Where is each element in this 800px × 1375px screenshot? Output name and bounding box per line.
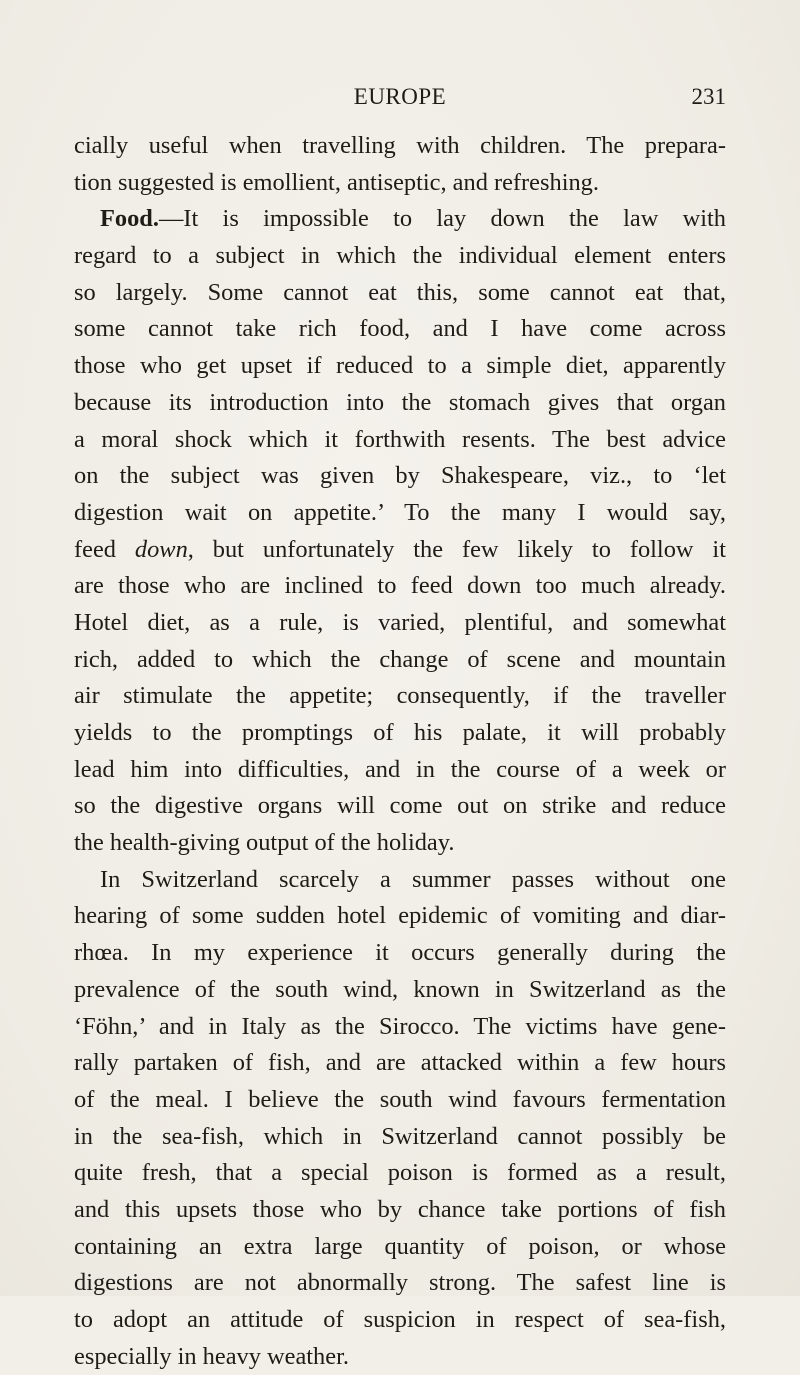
text-line: digestion wait on appetite.’ To the many I would say, (74, 498, 726, 526)
text-line: cially useful when travelling with children. The prepara- (74, 132, 726, 159)
text-line: the health-giving output of the holiday. (74, 829, 455, 857)
text-line: yields to the promptings of his palate, it will probably (74, 719, 726, 746)
text-line: rhœa. In my experience it occurs generally during the (74, 939, 726, 967)
text-line: especially in heavy weather. (74, 1342, 349, 1370)
text-line: ‘Föhn,’ and in Italy as the Sirocco. The victims have gene- (74, 1012, 726, 1040)
text-line: because its introduction into the stomach gives that organ (74, 388, 726, 416)
text-line: to adopt an attitude of suspicion in respect of sea-fish, (74, 1306, 726, 1333)
text-line: a moral shock which it forthwith resents. The best advice (74, 425, 726, 453)
text-line: rich, added to which the change of scene and mountain (74, 645, 726, 673)
text-line (74, 201, 726, 238)
text-line (74, 532, 726, 569)
text-line: and this upsets those who by chance take portions of fish (74, 1195, 726, 1223)
text-line: lead him into difficulties, and in the course of a week or (74, 755, 726, 783)
page-number: 231 (691, 84, 726, 109)
text-line: prevalence of the south wind, known in Switzerland as the (74, 975, 726, 1003)
text-line: those who get upset if reduced to a simple diet, apparently (74, 352, 726, 380)
body-text (74, 128, 726, 1375)
text-fragment: , but unfortunately the few likely to follow it (187, 535, 726, 563)
running-title: EUROPE (353, 84, 447, 109)
text-line: rally partaken of fish, and are attacked within a few hours (74, 1049, 726, 1077)
text-line-rest: —It is impossible to lay down the law with (158, 205, 726, 233)
text-line: regard to a subject in which the individual element enters (74, 242, 726, 270)
text-line: of the meal. I believe the south wind favours fermentation (74, 1085, 726, 1113)
text-line: In Switzerland scarcely a summer passes without one (100, 865, 726, 893)
text-line: tion suggested is emollient, antiseptic, and refreshing. (74, 168, 599, 196)
section-heading-food: Food. (100, 205, 159, 233)
text-line: so the digestive organs will come out on strike and reduce (74, 792, 726, 820)
text-line: quite fresh, that a special poison is formed as a result, (74, 1159, 726, 1187)
text-line: are those who are inclined to feed down too much already. (74, 572, 726, 600)
text-line: in the sea-fish, which in Switzerland cannot possibly be (74, 1122, 726, 1150)
text-line: some cannot take rich food, and I have come across (74, 315, 726, 343)
emphasis-down: down (134, 535, 188, 563)
text-fragment: feed (74, 535, 135, 563)
running-head (74, 84, 726, 114)
text-line: air stimulate the appetite; consequently, if the traveller (74, 682, 726, 710)
text-line: digestions are not abnormally strong. The safest line is (74, 1269, 726, 1297)
text-line: hearing of some sudden hotel epidemic of vomiting and diar- (74, 902, 726, 930)
text-line: so largely. Some cannot eat this, some cannot eat that, (74, 278, 726, 306)
text-line: on the subject was given by Shakespeare, viz., to ‘let (74, 462, 726, 490)
text-line: containing an extra large quantity of poison, or whose (74, 1232, 726, 1260)
text-line: Hotel diet, as a rule, is varied, plentiful, and somewhat (74, 608, 726, 636)
